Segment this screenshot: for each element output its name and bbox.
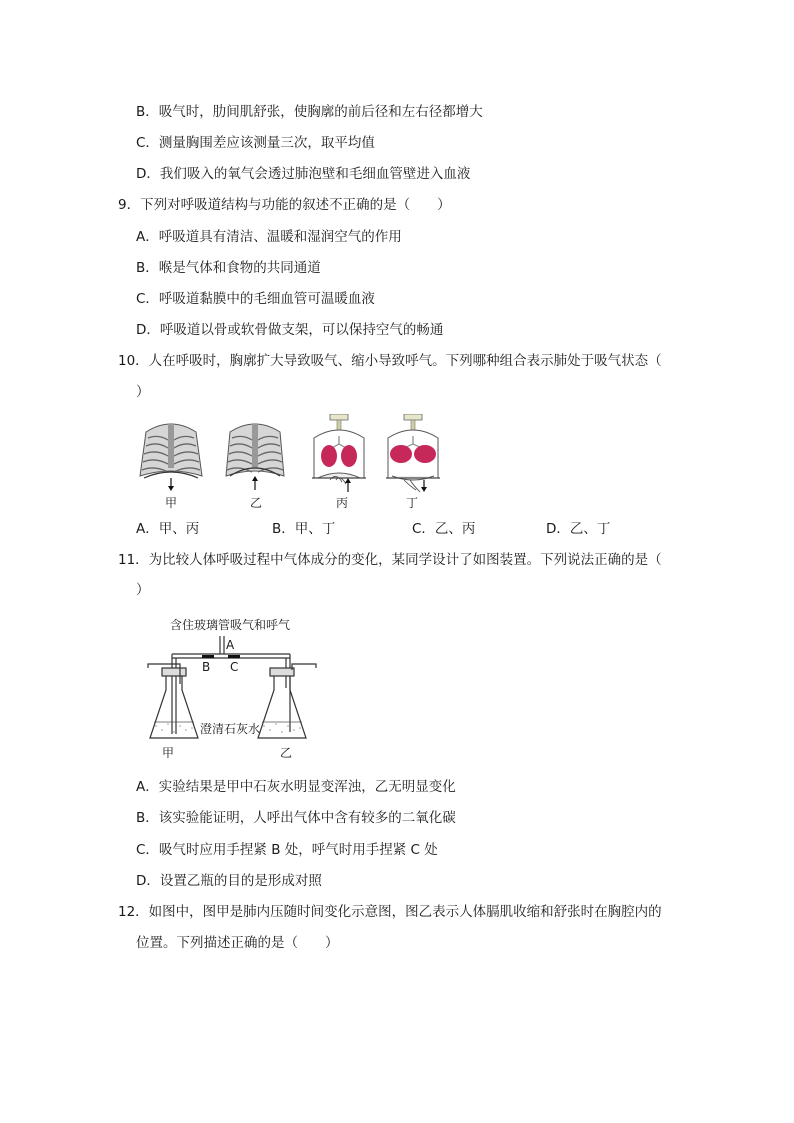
q12-stem-line2: 位置。下列描述正确的是（ ） <box>136 935 339 951</box>
q11-option-d: D．设置乙瓶的目的是形成对照 <box>136 873 322 889</box>
q9-option-d: D．呼吸道以骨或软骨做支架，可以保持空气的畅通 <box>136 322 444 338</box>
q9-stem: 9．下列对呼吸道结构与功能的叙述不正确的是（ ） <box>118 197 451 213</box>
q12-stem-line1: 12．如图中，图甲是肺内压随时间变化示意图，图乙表示人体膈肌收缩和舒张时在胸腔内的 <box>118 904 662 920</box>
bell-jar-bing-image <box>312 414 366 492</box>
q9-option-a: A．呼吸道具有清洁、温暖和湿润空气的作用 <box>136 229 402 245</box>
ribcage-yi-image <box>226 424 284 490</box>
q10-figure <box>136 414 456 514</box>
clamp-c <box>228 655 240 658</box>
q8-option-c: C．测量胸围差应该测量三次，取平均值 <box>136 135 375 151</box>
q10-option-c: C．乙、丙 <box>412 521 476 537</box>
q10-option-d: D．乙、丁 <box>546 521 611 537</box>
q11-option-b: B．该实验能证明，人呼出气体中含有较多的二氧化碳 <box>136 810 456 826</box>
q11-fig-label-a: A <box>226 638 235 652</box>
q11-fig-label-jia: 甲 <box>162 746 175 760</box>
bell-jar-ding-image <box>386 414 440 492</box>
q10-stem-line1: 10．人在呼吸时，胸廓扩大导致吸气、缩小导致呼气。下列哪种组合表示肺处于吸气状态（ <box>118 353 662 369</box>
q10-stem-line2: ） <box>136 384 150 400</box>
ribcage-jia-image <box>140 424 202 491</box>
fig-label-bing: 丙 <box>336 496 349 510</box>
q11-fig-label-c: C <box>230 660 239 674</box>
fig-label-ding: 丁 <box>406 496 419 510</box>
fig-label-jia: 甲 <box>165 496 178 510</box>
q11-apparatus-svg <box>140 614 340 764</box>
clamp-b <box>202 655 214 658</box>
q8-option-d: D．我们吸入的氧气会透过肺泡壁和毛细血管壁进入血液 <box>136 166 471 182</box>
q8-option-b: B．吸气时，肋间肌舒张，使胸廓的前后径和左右径都增大 <box>136 104 483 120</box>
q11-stem-line2: ） <box>136 582 150 598</box>
q11-fig-title: 含住玻璃管吸气和呼气 <box>170 618 291 632</box>
q11-option-a: A．实验结果是甲中石灰水明显变浑浊，乙无明显变化 <box>136 779 456 795</box>
q11-fig-label-liquid: 澄清石灰水 <box>200 722 261 736</box>
fig-label-yi: 乙 <box>250 496 263 510</box>
q9-option-c: C．呼吸道黏膜中的毛细血管可温暖血液 <box>136 291 375 307</box>
q11-option-c: C．吸气时应用手捏紧 B 处，呼气时用手捏紧 C 处 <box>136 842 438 858</box>
q10-option-b: B．甲、丁 <box>272 521 336 537</box>
q11-stem-line1: 11．为比较人体呼吸过程中气体成分的变化，某同学设计了如图装置。下列说法正确的是（ <box>118 552 662 568</box>
q9-option-b: B．喉是气体和食物的共同通道 <box>136 260 321 276</box>
q10-option-a: A．甲、丙 <box>136 521 200 537</box>
q11-figure <box>140 614 340 764</box>
q11-fig-label-yi: 乙 <box>280 746 293 760</box>
q11-fig-label-b: B <box>202 660 211 674</box>
